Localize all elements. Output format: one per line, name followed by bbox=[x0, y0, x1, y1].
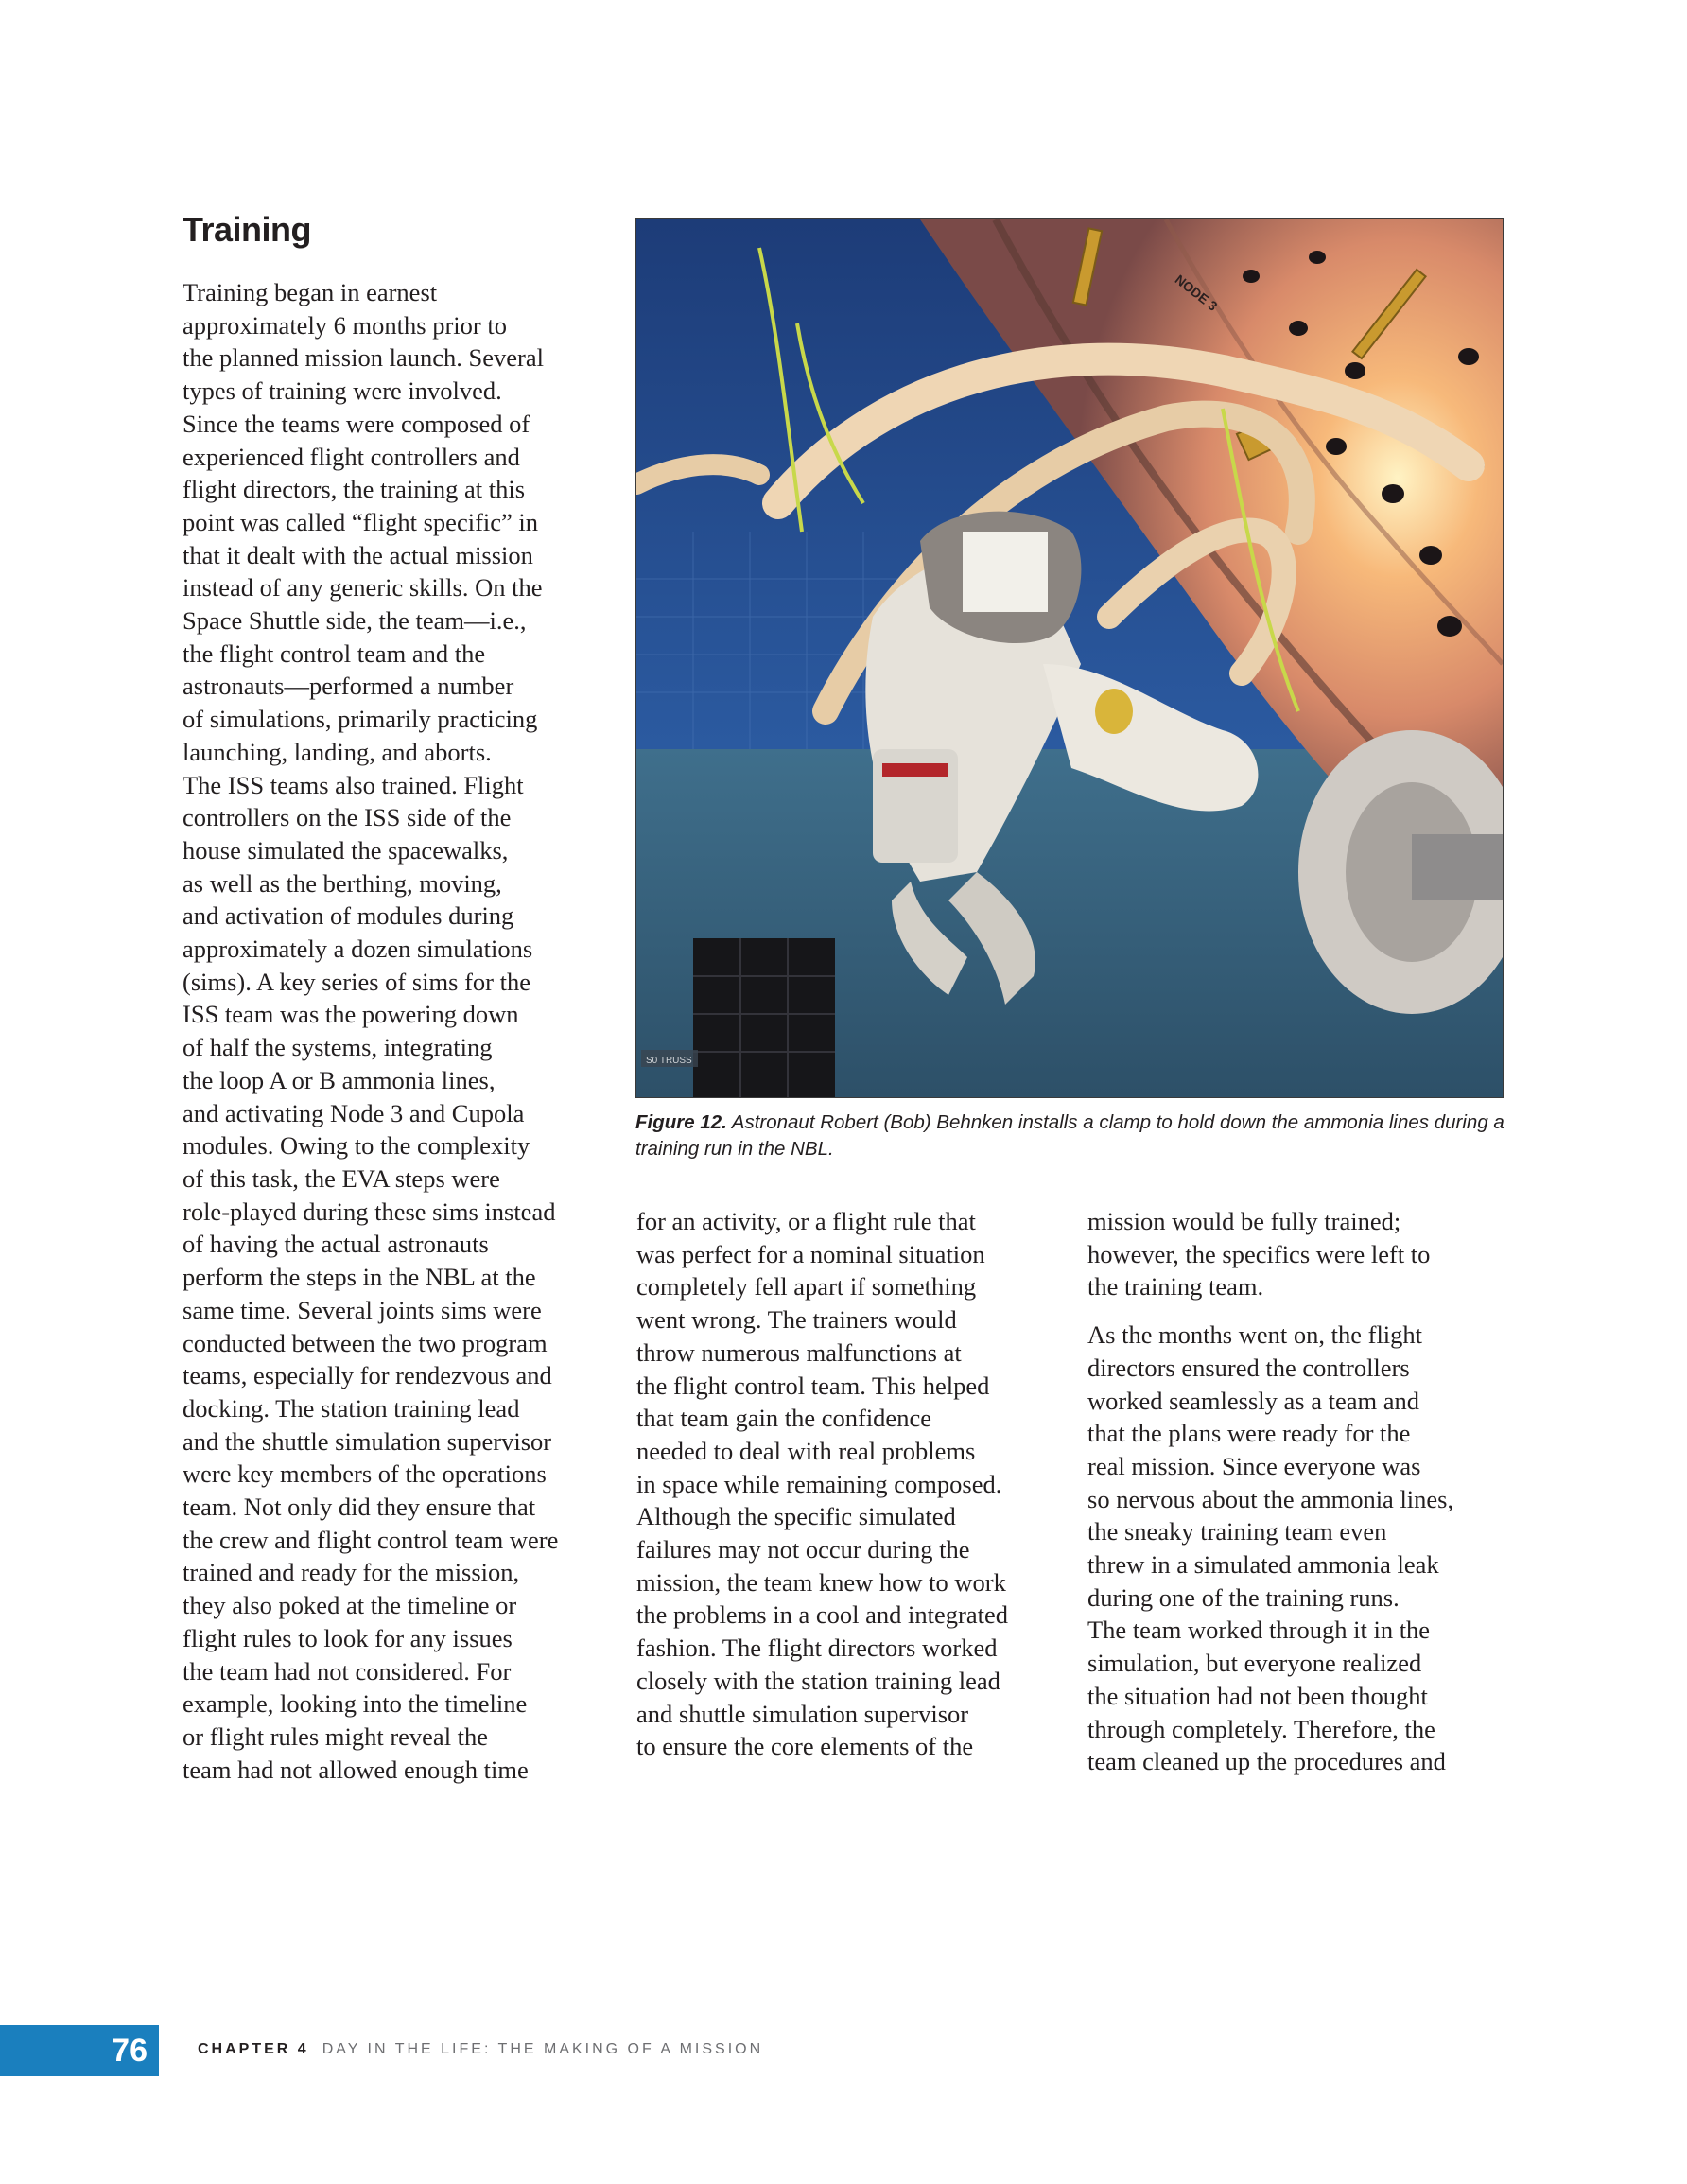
text-line: fashion. The flight directors worked bbox=[636, 1634, 998, 1663]
text-line: real mission. Since everyone was bbox=[1087, 1451, 1421, 1480]
text-line: were key members of the operations bbox=[183, 1459, 547, 1489]
text-line: instead of any generic skills. On the bbox=[183, 573, 543, 603]
photo-stencil-label: NODE 3 bbox=[1172, 271, 1221, 314]
text-line: example, looking into the timeline bbox=[183, 1689, 528, 1719]
text-line: The team worked through it in the bbox=[1087, 1616, 1431, 1645]
text-line: and the shuttle simulation supervisor bbox=[183, 1426, 552, 1456]
text-line: closely with the station training lead bbox=[636, 1666, 1000, 1695]
nbl-training-photo bbox=[636, 219, 1503, 1097]
text-line: team cleaned up the procedures and bbox=[1087, 1747, 1446, 1776]
text-line: and activating Node 3 and Cupola bbox=[183, 1098, 525, 1127]
text-line: of this task, the EVA steps were bbox=[183, 1163, 500, 1193]
text-line: Training began in earnest bbox=[183, 278, 438, 306]
text-line: (sims). A key series of sims for the bbox=[183, 967, 531, 996]
text-line: of having the actual astronauts bbox=[183, 1230, 489, 1259]
text-line: same time. Several joints sims were bbox=[183, 1295, 542, 1324]
figure-caption-label: Figure 12. bbox=[635, 1111, 727, 1133]
text-line: modules. Owing to the complexity bbox=[183, 1131, 530, 1161]
text-line: flight rules to look for any issues bbox=[183, 1623, 513, 1652]
text-line: of simulations, primarily practicing bbox=[183, 705, 538, 734]
text-line: team. Not only did they ensure that bbox=[183, 1493, 536, 1522]
text-line: launching, landing, and aborts. bbox=[183, 737, 492, 766]
paragraph bbox=[636, 1205, 1062, 1763]
body-column-2 bbox=[636, 1205, 1062, 1778]
text-line: flight directors, the training at this bbox=[183, 475, 526, 504]
text-line: the flight control team. This helped bbox=[636, 1371, 990, 1400]
text-line: or flight rules might reveal the bbox=[183, 1721, 489, 1751]
section-heading: Training bbox=[183, 210, 312, 249]
chapter-label: CHAPTER 4 bbox=[198, 2041, 309, 2057]
text-line: the problems in a cool and integrated bbox=[636, 1600, 1008, 1630]
text-line: that the plans were ready for the bbox=[1087, 1419, 1411, 1448]
text-line: the crew and flight control team were bbox=[183, 1525, 559, 1554]
text-line: they also poked at the timeline or bbox=[183, 1591, 517, 1620]
text-line: the training team. bbox=[1087, 1272, 1264, 1302]
body-column-3 bbox=[1087, 1205, 1513, 1793]
text-line: as well as the berthing, moving, bbox=[183, 868, 502, 898]
text-line: so nervous about the ammonia lines, bbox=[1087, 1484, 1454, 1513]
text-line: role-played during these sims instead bbox=[183, 1197, 556, 1226]
text-line: mission, the team knew how to work bbox=[636, 1567, 1006, 1597]
text-line: failures may not occur during the bbox=[636, 1535, 970, 1564]
text-line: and activation of modules during bbox=[183, 901, 514, 931]
text-line: As the months went on, the flight bbox=[1087, 1320, 1423, 1350]
text-line: point was called “flight specific” in bbox=[183, 507, 539, 536]
body-column-1 bbox=[183, 276, 608, 1801]
page-number: 76 bbox=[0, 2025, 159, 2076]
text-line: controllers on the ISS side of the bbox=[183, 803, 512, 832]
text-line: the loop A or B ammonia lines, bbox=[183, 1065, 496, 1094]
text-line: perform the steps in the NBL at the bbox=[183, 1263, 536, 1292]
text-line: throw numerous malfunctions at bbox=[636, 1337, 962, 1367]
text-line: the situation had not been thought bbox=[1087, 1681, 1428, 1710]
text-line: directors ensured the controllers bbox=[1087, 1353, 1410, 1382]
text-line: went wrong. The trainers would bbox=[636, 1305, 957, 1335]
text-line: team had not allowed enough time bbox=[183, 1755, 529, 1784]
text-line: The ISS teams also trained. Flight bbox=[183, 770, 524, 799]
text-line: in space while remaining composed. bbox=[636, 1469, 1002, 1498]
paragraph bbox=[1087, 1205, 1513, 1303]
paragraph bbox=[183, 276, 608, 1786]
text-line: ISS team was the powering down bbox=[183, 1000, 519, 1029]
text-line: completely fell apart if something bbox=[636, 1272, 977, 1302]
text-line: to ensure the core elements of the bbox=[636, 1732, 974, 1761]
text-line: for an activity, or a flight rule that bbox=[636, 1207, 976, 1235]
text-line: the planned mission launch. Several bbox=[183, 343, 544, 373]
text-line: approximately 6 months prior to bbox=[183, 310, 507, 340]
text-line: that team gain the confidence bbox=[636, 1404, 931, 1433]
text-line: astronauts—performed a number bbox=[183, 672, 514, 701]
text-line: the team had not considered. For bbox=[183, 1656, 512, 1686]
text-line: however, the specifics were left to bbox=[1087, 1239, 1431, 1268]
text-line: teams, especially for rendezvous and bbox=[183, 1361, 552, 1390]
text-line: house simulated the spacewalks, bbox=[183, 835, 509, 865]
text-line: the sneaky training team even bbox=[1087, 1517, 1387, 1546]
text-line: docking. The station training lead bbox=[183, 1393, 520, 1423]
text-line: experienced flight controllers and bbox=[183, 442, 520, 471]
figure-photo bbox=[635, 218, 1504, 1098]
text-line: mission would be fully trained; bbox=[1087, 1207, 1401, 1235]
text-line: worked seamlessly as a team and bbox=[1087, 1386, 1420, 1415]
text-line: during one of the training runs. bbox=[1087, 1582, 1400, 1612]
text-line: that it dealt with the actual mission bbox=[183, 540, 533, 569]
photo-truss-tag: S0 TRUSS bbox=[646, 1056, 692, 1066]
text-line: conducted between the two program bbox=[183, 1328, 548, 1357]
text-line: Although the specific simulated bbox=[636, 1502, 956, 1531]
text-line: trained and ready for the mission, bbox=[183, 1558, 520, 1587]
text-line: Since the teams were composed of bbox=[183, 409, 530, 438]
text-line: needed to deal with real problems bbox=[636, 1436, 976, 1465]
text-line: types of training were involved. bbox=[183, 376, 502, 406]
text-line: was perfect for a nominal situation bbox=[636, 1239, 985, 1268]
text-line: and shuttle simulation supervisor bbox=[636, 1699, 969, 1728]
text-line: threw in a simulated ammonia leak bbox=[1087, 1550, 1439, 1580]
figure-caption bbox=[635, 1109, 1505, 1162]
text-line: approximately a dozen simulations bbox=[183, 935, 533, 964]
text-line: Space Shuttle side, the team—i.e., bbox=[183, 606, 527, 636]
text-line: through completely. Therefore, the bbox=[1087, 1714, 1435, 1743]
figure-caption-text: Astronaut Robert (Bob) Behnken installs a clamp to hold down the ammonia lines during a training run in the NBL. bbox=[635, 1111, 1504, 1160]
chapter-title: DAY IN THE LIFE: THE MAKING OF A MISSION bbox=[322, 2041, 764, 2057]
running-footer bbox=[198, 2041, 763, 2058]
paragraph bbox=[1087, 1319, 1513, 1778]
text-line: of half the systems, integrating bbox=[183, 1033, 493, 1062]
text-line: simulation, but everyone realized bbox=[1087, 1649, 1422, 1678]
text-line: the flight control team and the bbox=[183, 638, 486, 668]
